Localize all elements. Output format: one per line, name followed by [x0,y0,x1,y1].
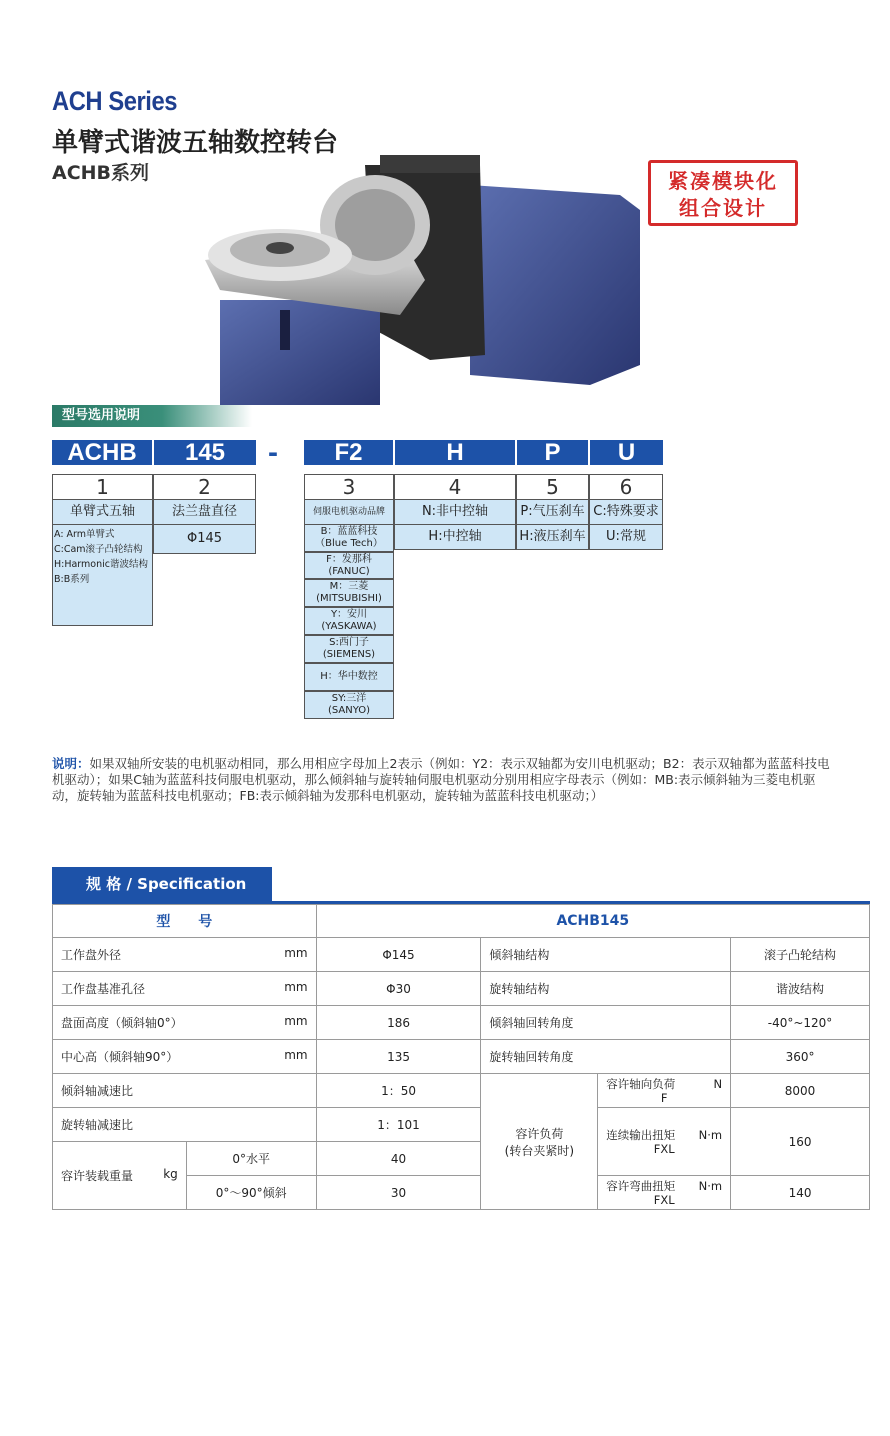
special-value: U:常规 [589,524,663,550]
spec-value: 滚子凸轮结构 [731,938,870,972]
spec-value: 186 [316,1006,481,1040]
motor-option-en: （Blue Tech） [315,538,383,549]
motor-option-name: SY:三洋 [331,693,367,704]
motor-option [304,524,394,552]
spec-value: 135 [316,1040,481,1074]
spec-unit: kg [163,1167,178,1181]
motor-option [304,663,394,691]
motor-option-name: Y：安川 [330,609,368,620]
load-item-name [598,1074,731,1108]
col-number-4: 4 [394,474,516,500]
motor-option [304,552,394,579]
col-header-5: P:气压刹车 [516,499,589,525]
spec-label [53,1006,317,1040]
spec-label: 倾斜轴结构 [481,938,731,972]
load-value: 140 [731,1176,870,1210]
motor-option [304,607,394,635]
spec-value: Φ30 [316,972,481,1006]
load-label-sub: (转台夹紧时) [504,1143,575,1158]
load-value: 160 [731,1108,870,1176]
spec-unit: mm [284,1048,308,1062]
spec-table [52,904,870,1210]
motor-option-name: B：蓝蓝科技 [320,526,378,537]
spec-row [53,938,870,972]
spec-label [53,1040,317,1074]
spec-unit: mm [284,946,308,960]
load-label-text: 容许负荷 [515,1126,564,1141]
spec-row [53,1108,870,1142]
spec-label [53,972,317,1006]
col-header-2: 法兰盘直径 [153,499,256,525]
spec-label [53,938,317,972]
page-subtitle: ACHB系列 [52,162,150,184]
code-dash: - [268,436,278,469]
spec-label: 旋转轴结构 [481,972,731,1006]
spec-label-text: 盘面高度（倾斜轴0°） [61,1016,183,1030]
rotary-table-image [200,150,660,410]
series-options [52,524,153,626]
motor-option-en: (SIEMENS) [322,649,376,660]
model-section-label: 型号选用说明 [52,405,252,427]
col-header-3: 伺服电机驱动品牌 [304,499,394,525]
load-unit: N [713,1076,723,1091]
motor-option [304,579,394,607]
spec-label-text: 工作盘基准孔径 [61,982,146,996]
spec-label: 旋转轴减速比 [53,1108,317,1142]
flange-diameter-value: Φ145 [153,524,256,554]
spec-value: 40 [316,1142,481,1176]
col-number-6: 6 [589,474,663,500]
spec-value: 1：50 [316,1074,481,1108]
spec-value: 1：101 [316,1108,481,1142]
stamp-line-1: 紧凑模块化 [668,169,778,193]
load-name: 容许轴向负荷 [606,1076,676,1091]
code-control: H [395,440,515,465]
col-number-5: 5 [516,474,589,500]
load-name: 连续输出扭矩 [606,1127,676,1142]
spec-sub-label: 0°水平 [186,1142,316,1176]
load-item-name [598,1108,731,1176]
motor-option-en: (YASKAWA) [321,621,377,632]
spec-label-text: 容许装载重量 [61,1169,134,1183]
spec-header-row [53,905,870,938]
spec-unit: mm [284,1014,308,1028]
motor-option-en: (SANYO) [327,705,371,716]
spec-value: Φ145 [316,938,481,972]
col-number-2: 2 [153,474,256,500]
col-number-1: 1 [52,474,153,500]
motor-option-name: S:西门子 [329,637,369,648]
note-text: 如果双轴所安装的电机驱动相同，那么用相应字母加上2表示（例如：Y2：表示双轴都为安川电机驱动；B2：表示双轴都为蓝蓝科技电机驱动）；如果C轴为蓝蓝科技伺服电机驱动，那么倾斜轴与旋转轴伺服电机驱动分别用相应字母表示（例如：MB:表示倾斜轴为三菱电机驱动，旋转轴为蓝蓝科技电机驱动；FB:表示倾斜轴为发那科电机驱动，旋转轴为蓝蓝科技电机驱动；） [52,756,830,803]
page-title: 单臂式谐波五轴数控转台 [52,128,339,158]
spec-value: 360° [731,1040,870,1074]
load-label [481,1074,598,1210]
code-motor: F2 [304,440,393,465]
series-option: A: Arm单臂式 [54,529,115,540]
code-series: ACHB [52,440,152,465]
load-value: 8000 [731,1074,870,1108]
spec-sub-label: 0°～90°倾斜 [186,1176,316,1210]
load-item-name [598,1176,731,1210]
spec-row [53,1040,870,1074]
motor-option-en: (MITSUBISHI) [316,593,382,604]
motor-option-name: M：三菱 [329,581,369,592]
spec-heading: 规 格 / Specification [52,867,272,902]
spec-row [53,1006,870,1040]
motor-option-en: (FANUC) [328,565,370,577]
series-title: ACH Series [52,86,178,116]
load-name: 容许弯曲扭矩 [606,1178,676,1193]
load-symbol: FXL [653,1192,675,1207]
series-option: H:Harmonic谐波结构 [54,559,148,570]
spec-value: -40°~120° [731,1006,870,1040]
motor-option-name: F：发那科 [326,553,372,565]
feature-stamp [648,160,798,226]
motor-option [304,691,394,719]
control-axis-value: H:中控轴 [394,524,516,550]
spec-unit: mm [284,980,308,994]
series-option: C:Cam滚子凸轮结构 [54,544,143,555]
code-size: 145 [154,440,256,465]
load-symbol: F [660,1090,668,1105]
brake-value: H:液压刹车 [516,524,589,550]
motor-option [304,635,394,663]
stamp-line-2: 组合设计 [679,196,767,220]
spec-label-text: 中心高（倾斜轴90°） [61,1050,179,1064]
col-header-4: N:非中控轴 [394,499,516,525]
col-header-1: 单臂式五轴 [52,499,153,525]
spec-label: 倾斜轴减速比 [53,1074,317,1108]
col-number-3: 3 [304,474,394,500]
spec-label: 旋转轴回转角度 [481,1040,731,1074]
note-label: 说明： [52,756,90,771]
load-unit: N·m [698,1127,723,1142]
spec-value: 谐波结构 [731,972,870,1006]
selection-note [52,756,832,804]
motor-option-name: H：华中数控 [320,671,378,682]
spec-row [53,972,870,1006]
spec-value: 30 [316,1176,481,1210]
load-symbol: FXL [653,1141,675,1156]
model-value: ACHB145 [316,905,869,938]
spec-label-text: 工作盘外径 [61,948,122,962]
col-header-6: C:特殊要求 [589,499,663,525]
load-unit: N·m [698,1178,723,1193]
spec-label: 倾斜轴回转角度 [481,1006,731,1040]
spec-label [53,1142,187,1210]
spec-row [53,1074,870,1108]
series-option: B:B系列 [54,574,90,585]
code-brake: P [517,440,588,465]
model-label: 型 号 [53,905,317,938]
code-special: U [590,440,663,465]
